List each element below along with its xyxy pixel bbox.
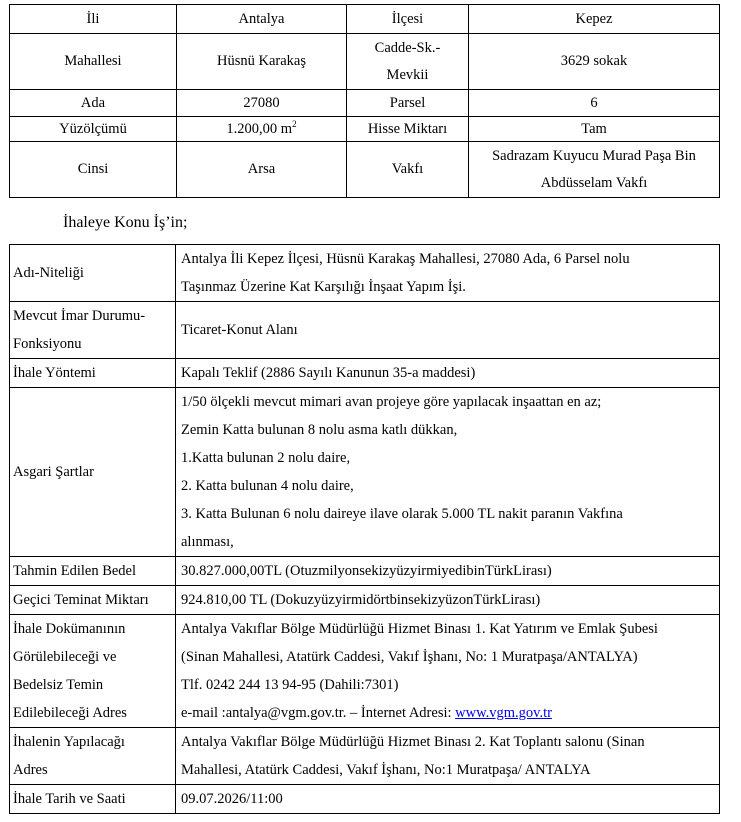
cinsi-value: Arsa	[177, 142, 347, 198]
property-info-table	[9, 4, 720, 198]
table-row	[10, 359, 720, 388]
yontem-label: İhale Yöntemi	[10, 359, 176, 388]
dokuman-label	[10, 615, 176, 728]
adi-label: Adı-Niteliği	[10, 245, 176, 302]
ili-value: Antalya	[177, 5, 347, 34]
yuzolcumu-value	[177, 117, 347, 142]
teminat-label: Geçici Teminat Miktarı	[10, 586, 176, 615]
table-row	[10, 557, 720, 586]
sartlar-line: Zemin Katta bulunan 8 nolu asma katlı dükkan,	[181, 422, 458, 438]
section-intro: İhaleye Konu İş’in;	[63, 214, 188, 231]
vakfi-value-line: Abdüsselam Vakfı	[540, 174, 648, 191]
hisse-label: Hisse Miktarı	[347, 117, 469, 142]
tender-details-table	[9, 244, 720, 814]
teminat-value: 924.810,00 TL (DokuzyüzyirmidörtbinsekizyüzonTürkLirası)	[176, 586, 720, 615]
yuzolcumu-label: Yüzölçümü	[10, 117, 177, 142]
table-row	[10, 615, 720, 728]
vakfi-label: Vakfı	[347, 142, 469, 198]
dokuman-label-line: Edilebileceği Adres	[13, 705, 127, 721]
table-row	[10, 785, 720, 814]
mahallesi-value: Hüsnü Karakaş	[177, 34, 347, 90]
table-row	[10, 586, 720, 615]
ili-label: İli	[10, 5, 177, 34]
bedel-value: 30.827.000,00TL (OtuzmilyonsekizyüzyirmiyedibinTürkLirası)	[176, 557, 720, 586]
contact-line	[181, 699, 715, 727]
ada-label: Ada	[10, 90, 177, 117]
sartlar-line: 1.Katta bulunan 2 nolu daire,	[181, 450, 351, 466]
table-row	[10, 728, 720, 785]
table-row	[10, 90, 720, 117]
ada-value: 27080	[177, 90, 347, 117]
imar-label	[10, 302, 176, 359]
yuzolcumu-unit-superscript: 2	[292, 118, 297, 129]
ilcesi-label: İlçesi	[347, 5, 469, 34]
cadde-label-line: Cadde-Sk.-	[374, 39, 441, 56]
table-row	[10, 34, 720, 90]
vakfi-value	[469, 142, 720, 198]
yer-value-line: Antalya Vakıflar Bölge Müdürlüğü Hizmet Binası 2. Kat Toplantı salonu (Sinan	[181, 734, 645, 750]
email-text: e-mail :antalya@vgm.gov.tr. – İnternet Adresi:	[181, 705, 456, 721]
tarih-value: 09.07.2026/11:00	[176, 785, 720, 814]
yer-value-line: Mahallesi, Atatürk Caddesi, Vakıf İşhanı, No:1 Muratpaşa/ ANTALYA	[181, 762, 591, 778]
yer-label-line: İhalenin Yapılacağı	[13, 734, 125, 750]
parsel-label: Parsel	[347, 90, 469, 117]
dokuman-label-line: Görülebileceği ve	[13, 649, 117, 665]
sartlar-line: 2. Katta bulunan 4 nolu daire,	[181, 478, 354, 494]
cadde-label-line: Mevkii	[386, 66, 429, 83]
table-row	[10, 245, 720, 302]
sartlar-line: alınması,	[181, 534, 234, 550]
adi-value-line: Antalya İli Kepez İlçesi, Hüsnü Karakaş Mahallesi, 27080 Ada, 6 Parsel nolu	[181, 251, 630, 267]
bedel-label: Tahmin Edilen Bedel	[10, 557, 176, 586]
dokuman-value-line: Antalya Vakıflar Bölge Müdürlüğü Hizmet Binası 1. Kat Yatırım ve Emlak Şubesi	[181, 621, 658, 637]
yer-label	[10, 728, 176, 785]
table-row	[10, 5, 720, 34]
website-link[interactable]: www.vgm.gov.tr	[455, 705, 552, 721]
dokuman-label-line: Bedelsiz Temin	[13, 677, 104, 693]
sartlar-value	[176, 388, 720, 557]
dokuman-value-line: (Sinan Mahallesi, Atatürk Caddesi, Vakıf İşhanı, No: 1 Muratpaşa/ANTALYA)	[181, 649, 638, 665]
dokuman-value	[176, 615, 720, 728]
table-row	[10, 388, 720, 557]
cadde-value: 3629 sokak	[469, 34, 720, 90]
dokuman-label-line: İhale Dokümanının	[13, 621, 126, 637]
imar-label-line: Fonksiyonu	[13, 336, 82, 352]
adi-value-line: Taşınmaz Üzerine Kat Karşılığı İnşaat Yapım İşi.	[181, 279, 466, 295]
tarih-label: İhale Tarih ve Saati	[10, 785, 176, 814]
dokuman-value-line: Tlf. 0242 244 13 94-95 (Dahili:7301)	[181, 677, 399, 693]
table-row	[10, 142, 720, 198]
sartlar-line: 1/50 ölçekli mevcut mimari avan projeye göre yapılacak inşaattan en az;	[181, 394, 602, 410]
table-row	[10, 302, 720, 359]
cinsi-label: Cinsi	[10, 142, 177, 198]
yuzolcumu-amount: 1.200,00 m	[226, 120, 293, 137]
imar-value: Ticaret-Konut Alanı	[176, 302, 720, 359]
sartlar-line: 3. Katta Bulunan 6 nolu daireye ilave olarak 5.000 TL nakit paranın Vakfına	[181, 506, 623, 522]
hisse-value: Tam	[469, 117, 720, 142]
sartlar-label: Asgari Şartlar	[10, 388, 176, 557]
cadde-label	[347, 34, 469, 90]
mahallesi-label: Mahallesi	[10, 34, 177, 90]
adi-value	[176, 245, 720, 302]
imar-label-line: Mevcut İmar Durumu-	[13, 308, 146, 324]
yer-value	[176, 728, 720, 785]
parsel-value: 6	[469, 90, 720, 117]
table-row	[10, 117, 720, 142]
yontem-value: Kapalı Teklif (2886 Sayılı Kanunun 35-a maddesi)	[176, 359, 720, 388]
yer-label-line: Adres	[13, 762, 48, 778]
ilcesi-value: Kepez	[469, 5, 720, 34]
vakfi-value-line: Sadrazam Kuyucu Murad Paşa Bin	[492, 147, 696, 164]
